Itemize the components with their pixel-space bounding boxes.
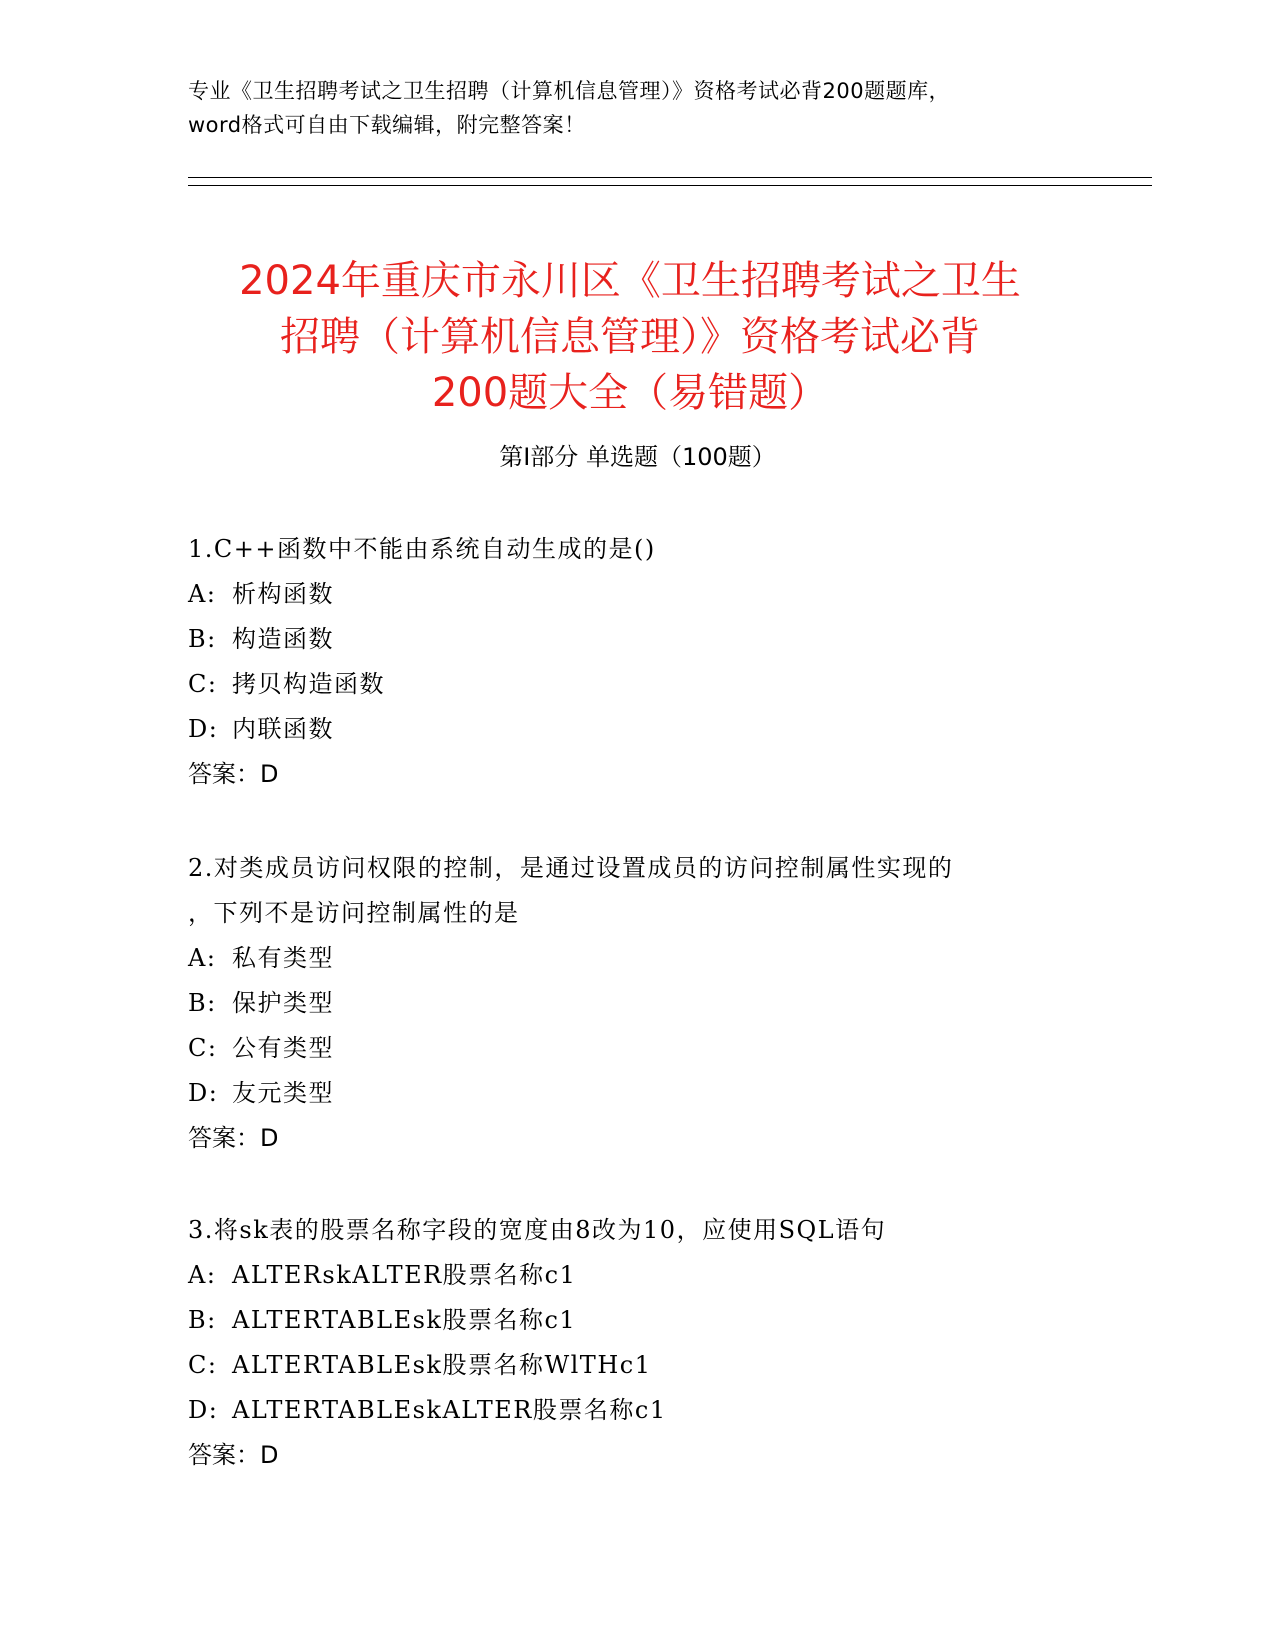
document-title bbox=[160, 253, 1100, 421]
option-text: 内联函数 bbox=[232, 715, 334, 743]
option-c bbox=[188, 662, 1138, 707]
option-text: ALTERTABLEskALTER股票名称c1 bbox=[232, 1396, 667, 1424]
option-a bbox=[188, 1253, 1138, 1298]
option-label: B: bbox=[188, 625, 217, 653]
option-b bbox=[188, 1298, 1138, 1343]
option-c bbox=[188, 1026, 1138, 1071]
option-a bbox=[188, 572, 1138, 617]
option-d bbox=[188, 1388, 1138, 1433]
option-label: D: bbox=[188, 715, 219, 743]
option-text: ALTERTABLEsk股票名称WlTHc1 bbox=[232, 1351, 652, 1379]
option-text: 友元类型 bbox=[232, 1079, 334, 1107]
option-text: 保护类型 bbox=[232, 989, 334, 1017]
question-3 bbox=[188, 1208, 1138, 1478]
answer: 答案：D bbox=[188, 1124, 279, 1152]
option-text: 公有类型 bbox=[232, 1034, 334, 1062]
option-label: C: bbox=[188, 1351, 218, 1379]
option-text: 析构函数 bbox=[232, 580, 334, 608]
question-stem-continued: ，下列不是访问控制属性的是 bbox=[188, 899, 520, 927]
option-text: 拷贝构造函数 bbox=[232, 670, 385, 698]
document-title-line-3: 200题大全（易错题） bbox=[431, 369, 829, 416]
question-stem: 3.将sk表的股票名称字段的宽度由8改为10，应使用SQL语句 bbox=[188, 1216, 887, 1244]
question-1 bbox=[188, 527, 1138, 797]
option-b bbox=[188, 981, 1138, 1026]
option-d bbox=[188, 707, 1138, 752]
option-text: 私有类型 bbox=[232, 944, 334, 972]
option-label: B: bbox=[188, 989, 217, 1017]
option-d bbox=[188, 1071, 1138, 1116]
header-note bbox=[188, 74, 1108, 142]
option-label: A: bbox=[188, 944, 217, 972]
answer: 答案：D bbox=[188, 760, 279, 788]
option-label: A: bbox=[188, 1261, 217, 1289]
option-b bbox=[188, 617, 1138, 662]
document-title-line-2: 招聘（计算机信息管理）》资格考试必背 bbox=[280, 313, 980, 360]
option-label: B: bbox=[188, 1306, 217, 1334]
question-2 bbox=[188, 846, 1138, 1161]
header-note-line-1: 专业《卫生招聘考试之卫生招聘（计算机信息管理）》资格考试必背200题题库， bbox=[188, 79, 951, 103]
document-title-line-1: 2024年重庆市永川区《卫生招聘考试之卫生 bbox=[239, 257, 1021, 304]
header-note-line-2: word格式可自由下载编辑，附完整答案！ bbox=[188, 113, 586, 137]
question-stem: 1.C++函数中不能由系统自动生成的是() bbox=[188, 535, 656, 563]
option-label: A: bbox=[188, 580, 217, 608]
option-label: C: bbox=[188, 670, 218, 698]
option-label: C: bbox=[188, 1034, 218, 1062]
header-rule-bottom bbox=[188, 185, 1152, 186]
option-label: D: bbox=[188, 1079, 219, 1107]
answer: 答案：D bbox=[188, 1441, 279, 1469]
option-text: ALTERTABLEsk股票名称c1 bbox=[232, 1306, 577, 1334]
option-text: ALTERskALTER股票名称c1 bbox=[232, 1261, 577, 1289]
option-c bbox=[188, 1343, 1138, 1388]
option-text: 构造函数 bbox=[232, 625, 334, 653]
question-stem: 2.对类成员访问权限的控制，是通过设置成员的访问控制属性实现的 bbox=[188, 854, 954, 882]
section-title: 第I部分 单选题（100题） bbox=[499, 443, 776, 471]
option-a bbox=[188, 936, 1138, 981]
option-label: D: bbox=[188, 1396, 219, 1424]
header-rule-top bbox=[188, 177, 1152, 178]
